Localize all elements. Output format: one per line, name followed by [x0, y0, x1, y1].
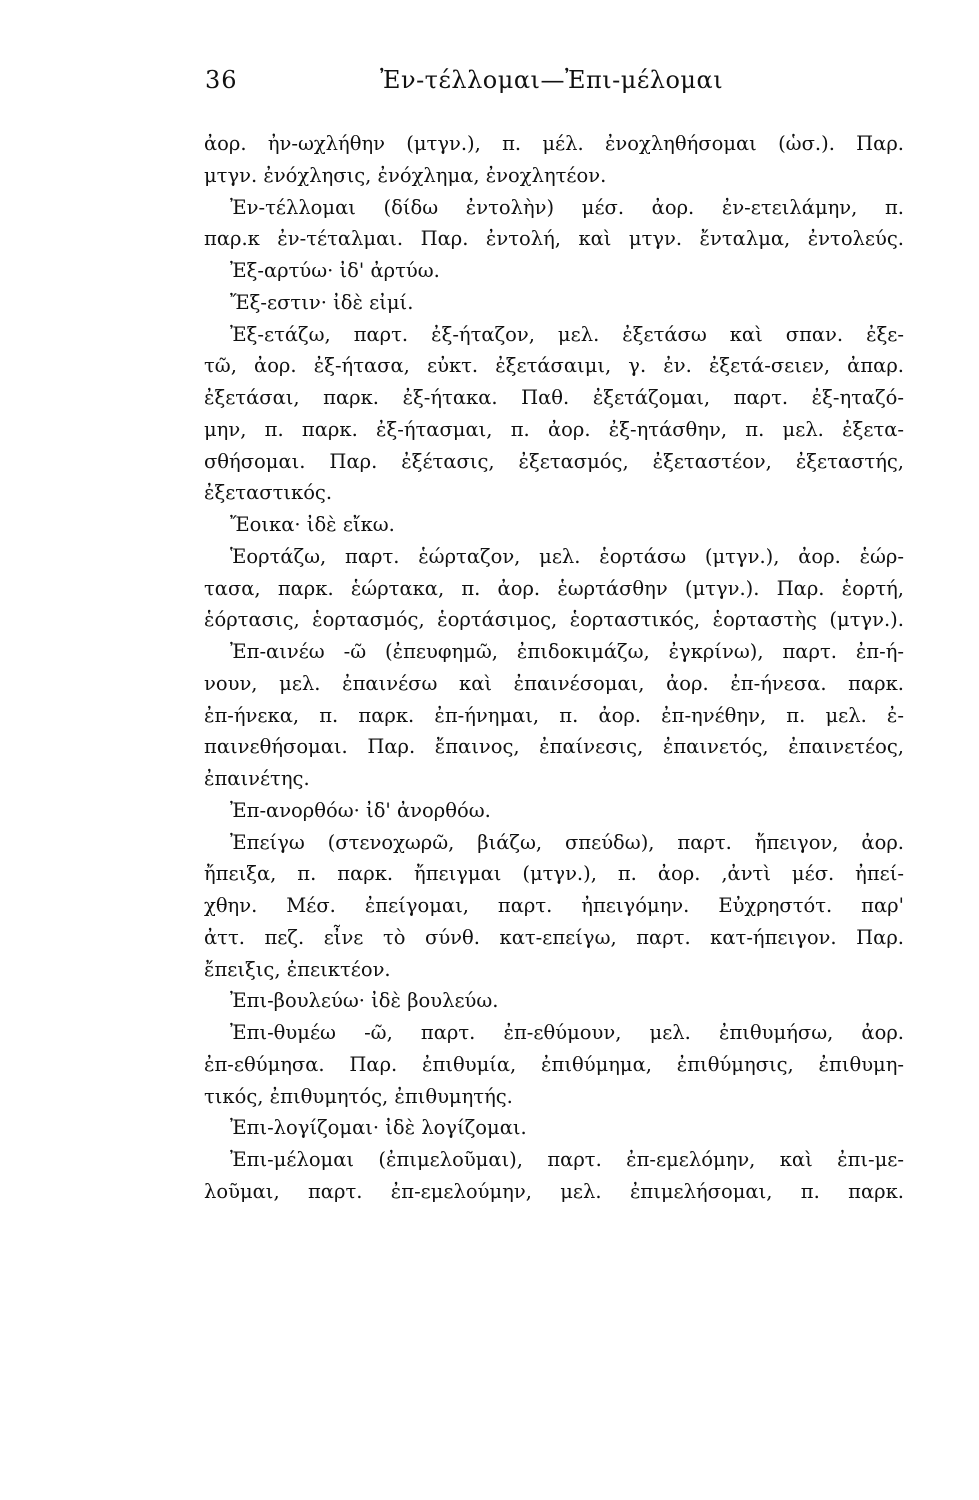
- page-number: 36: [205, 66, 238, 94]
- text-line: ἐξετάσαι, παρκ. ἐξ-ήτακα. Παθ. ἐξετάζομαι, παρτ. ἐξ-ηταζό-: [204, 386, 904, 409]
- text-line: Ἑορτάζω, παρτ. ἑώρταζον, μελ. ἑορτάσω (μτγν.), ἀορ. ἑώρ-: [230, 544, 904, 568]
- text-line: Ἐπι-μέλομαι (ἐπιμελοῦμαι), παρτ. ἐπ-εμελόμην, καὶ ἐπι-με-: [230, 1148, 904, 1171]
- text-line: Ἐπι-λογίζομαι· ἰδὲ λογίζομαι.: [230, 1116, 527, 1140]
- dictionary-entries: [204, 128, 904, 1208]
- text-line: νουν, μελ. ἐπαινέσω καὶ ἐπαινέσομαι, ἀορ. ἐπ-ήνεσα. παρκ.: [204, 671, 904, 695]
- page-header: [205, 66, 905, 106]
- text-line: ἔπειξις, ἐπεικτέον.: [204, 957, 391, 981]
- text-line: Ἐπι-θυμέω -ῶ, παρτ. ἐπ-εθύμουν, μελ. ἐπιθυμήσω, ἀορ.: [230, 1021, 904, 1044]
- text-line: ἑόρτασις, ἑορτασμός, ἑορτάσιμος, ἑορταστικός, ἑορταστὴς (μτγν.).: [204, 608, 904, 632]
- text-line: Ἐπ-αινέω -ῶ (ἐπευφημῶ, ἐπιδοκιμάζω, ἐγκρίνω), παρτ. ἐπ-ή-: [230, 640, 904, 663]
- text-line: ἀττ. πεζ. εἶνε τὸ σύνθ. κατ-επείγω, παρτ. κατ-ήπειγον. Παρ.: [204, 925, 904, 949]
- text-line: παινεθήσομαι. Παρ. ἔπαινος, ἐπαίνεσις, ἐπαινετός, ἐπαινετέος,: [204, 735, 904, 759]
- text-line: Ἐξ-αρτύω· ἰδ' ἀρτύω.: [230, 259, 440, 282]
- text-line: μην, π. παρκ. ἐξ-ήτασμαι, π. ἀορ. ἐξ-ητάσθην, π. μελ. ἐξετα-: [204, 417, 904, 441]
- text-line: Ἐν-τέλλομαι (δίδω ἐντολὴν) μέσ. ἀορ. ἐν-ετειλάμην, π.: [230, 195, 904, 219]
- text-line: ἐπαινέτης.: [204, 767, 310, 790]
- text-line: σθήσομαι. Παρ. ἐξέτασις, ἐξετασμός, ἐξεταστέον, ἐξεταστής,: [204, 449, 904, 473]
- text-line: Ἐξ-ετάζω, παρτ. ἐξ-ήταζον, μελ. ἐξετάσω καὶ σπαν. ἐξε-: [230, 322, 904, 346]
- text-line: ἀορ. ἠν-ωχλήθην (μτγν.), π. μέλ. ἐνοχληθήσομαι (ὡσ.). Παρ.: [204, 132, 904, 155]
- text-line: τικός, ἐπιθυμητός, ἐπιθυμητής.: [204, 1084, 513, 1108]
- text-line: παρ.κ ἐν-τέταλμαι. Παρ. ἐντολή, καὶ μτγν. ἔνταλμα, ἐντολεύς.: [204, 227, 904, 251]
- text-line: Ἐπείγω (στενοχωρῶ, βιάζω, σπεύδω), παρτ. ἤπειγον, ἀορ.: [230, 830, 904, 854]
- running-title: Ἐν-τέλλομαι—Ἐπι-μέλομαι: [380, 66, 724, 94]
- text-line: τασα, παρκ. ἑώρτακα, π. ἀορ. ἑωρτάσθην (μτγν.). Παρ. ἑορτή,: [204, 576, 904, 600]
- text-line: μτγν. ἐνόχλησις, ἐνόχλημα, ἐνοχλητέον.: [204, 163, 607, 187]
- text-line: ἐπ-ήνεκα, π. παρκ. ἐπ-ήνημαι, π. ἀορ. ἐπ-ηνέθην, π. μελ. ἐ-: [204, 703, 904, 727]
- text-line: Ἐπ-ανορθόω· ἰδ' ἀνορθόω.: [230, 798, 491, 822]
- text-line: ἐπ-εθύμησα. Παρ. ἐπιθυμία, ἐπιθύμημα, ἐπιθύμησις, ἐπιθυμη-: [204, 1052, 904, 1076]
- text-line: Ἔοικα· ἰδὲ εἴκω.: [230, 513, 395, 536]
- text-line: ἤπειξα, π. παρκ. ἤπειγμαι (μτγν.), π. ἀορ. ,ἀντὶ μέσ. ἠπεί-: [204, 862, 904, 886]
- text-line: λοῦμαι, παρτ. ἐπ-εμελούμην, μελ. ἐπιμελήσομαι, π. παρκ.: [204, 1179, 904, 1203]
- text-line: τῶ, ἀορ. ἐξ-ήτασα, εὐκτ. ἐξετάσαιμι, γ. ἐν. ἐξετά-σειεν, ἀπαρ.: [204, 354, 904, 378]
- text-line: χθην. Μέσ. ἐπείγομαι, παρτ. ἠπειγόμην. Εὐχρηστότ. παρ': [204, 894, 904, 917]
- text-line: Ἔξ-εστιν· ἰδὲ εἰμί.: [230, 290, 414, 314]
- text-line: ἐξεταστικός.: [204, 481, 333, 505]
- text-line: Ἐπι-βουλεύω· ἰδὲ βουλεύω.: [230, 989, 499, 1013]
